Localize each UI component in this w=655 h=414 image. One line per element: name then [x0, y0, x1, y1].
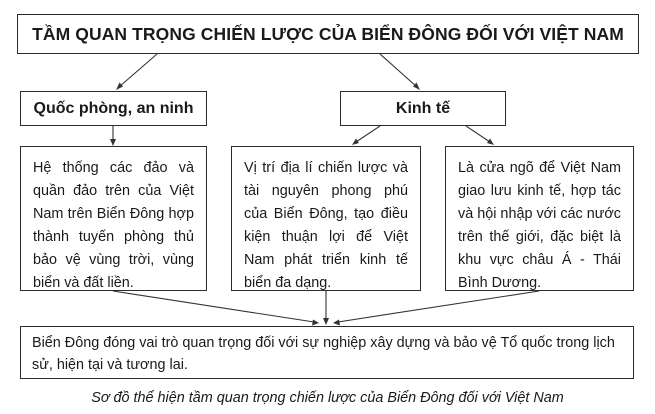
arrowhead-defense-to-detail: [110, 139, 116, 146]
economy-detail-gateway: Là cửa ngõ để Việt Nam giao lưu kinh tế, hợp tác và hội nhập với các nước trên thế giới, đặc biệt là khu vực châu Á - Thái Bình Dương.: [445, 146, 634, 291]
arrowhead-economy-to-detail-2: [487, 139, 494, 146]
arrow-title-to-defense: [119, 54, 157, 87]
arrow-title-to-economy: [380, 54, 417, 87]
economy-heading: Kinh tế: [340, 91, 506, 126]
arrowhead-defense-detail-to-conclusion: [312, 320, 319, 326]
diagram-title: TẦM QUAN TRỌNG CHIẾN LƯỢC CỦA BIỂN ĐÔNG ĐỐI VỚI VIỆT NAM: [17, 14, 639, 54]
arrow-economy-to-detail-2: [466, 126, 490, 142]
arrow-defense-detail-to-conclusion: [113, 291, 314, 322]
economy-detail-location: Vị trí địa lí chiến lược và tài nguyên phong phú của Biển Đông, tạo điều kiện thuận lợi để Việt Nam phát triển kinh tế biển đa dạng.: [231, 146, 421, 291]
arrow-economy-detail-2-to-conclusion: [338, 291, 539, 322]
arrow-economy-to-detail-1: [356, 126, 380, 142]
arrowhead-title-to-defense: [116, 83, 123, 91]
arrowhead-title-to-economy: [413, 83, 420, 91]
defense-heading: Quốc phòng, an ninh: [20, 91, 207, 126]
diagram-caption: Sơ đồ thể hiện tầm quan trọng chiến lược của Biển Đông đối với Việt Nam: [91, 390, 564, 406]
defense-detail: Hệ thống các đảo và quần đảo trên của Việt Nam trên Biển Đông hợp thành tuyến phòng thủ bảo vệ vùng trời, vùng biển và đất liền.: [20, 146, 207, 291]
arrowhead-economy-detail-1-to-conclusion: [323, 318, 329, 325]
arrowhead-economy-to-detail-1: [352, 139, 359, 146]
conclusion-box: Biển Đông đóng vai trò quan trọng đối với sự nghiệp xây dựng và bảo vệ Tổ quốc trong lịch sử, hiện tại và tương lai.: [20, 326, 634, 379]
arrowhead-economy-detail-2-to-conclusion: [333, 320, 340, 326]
